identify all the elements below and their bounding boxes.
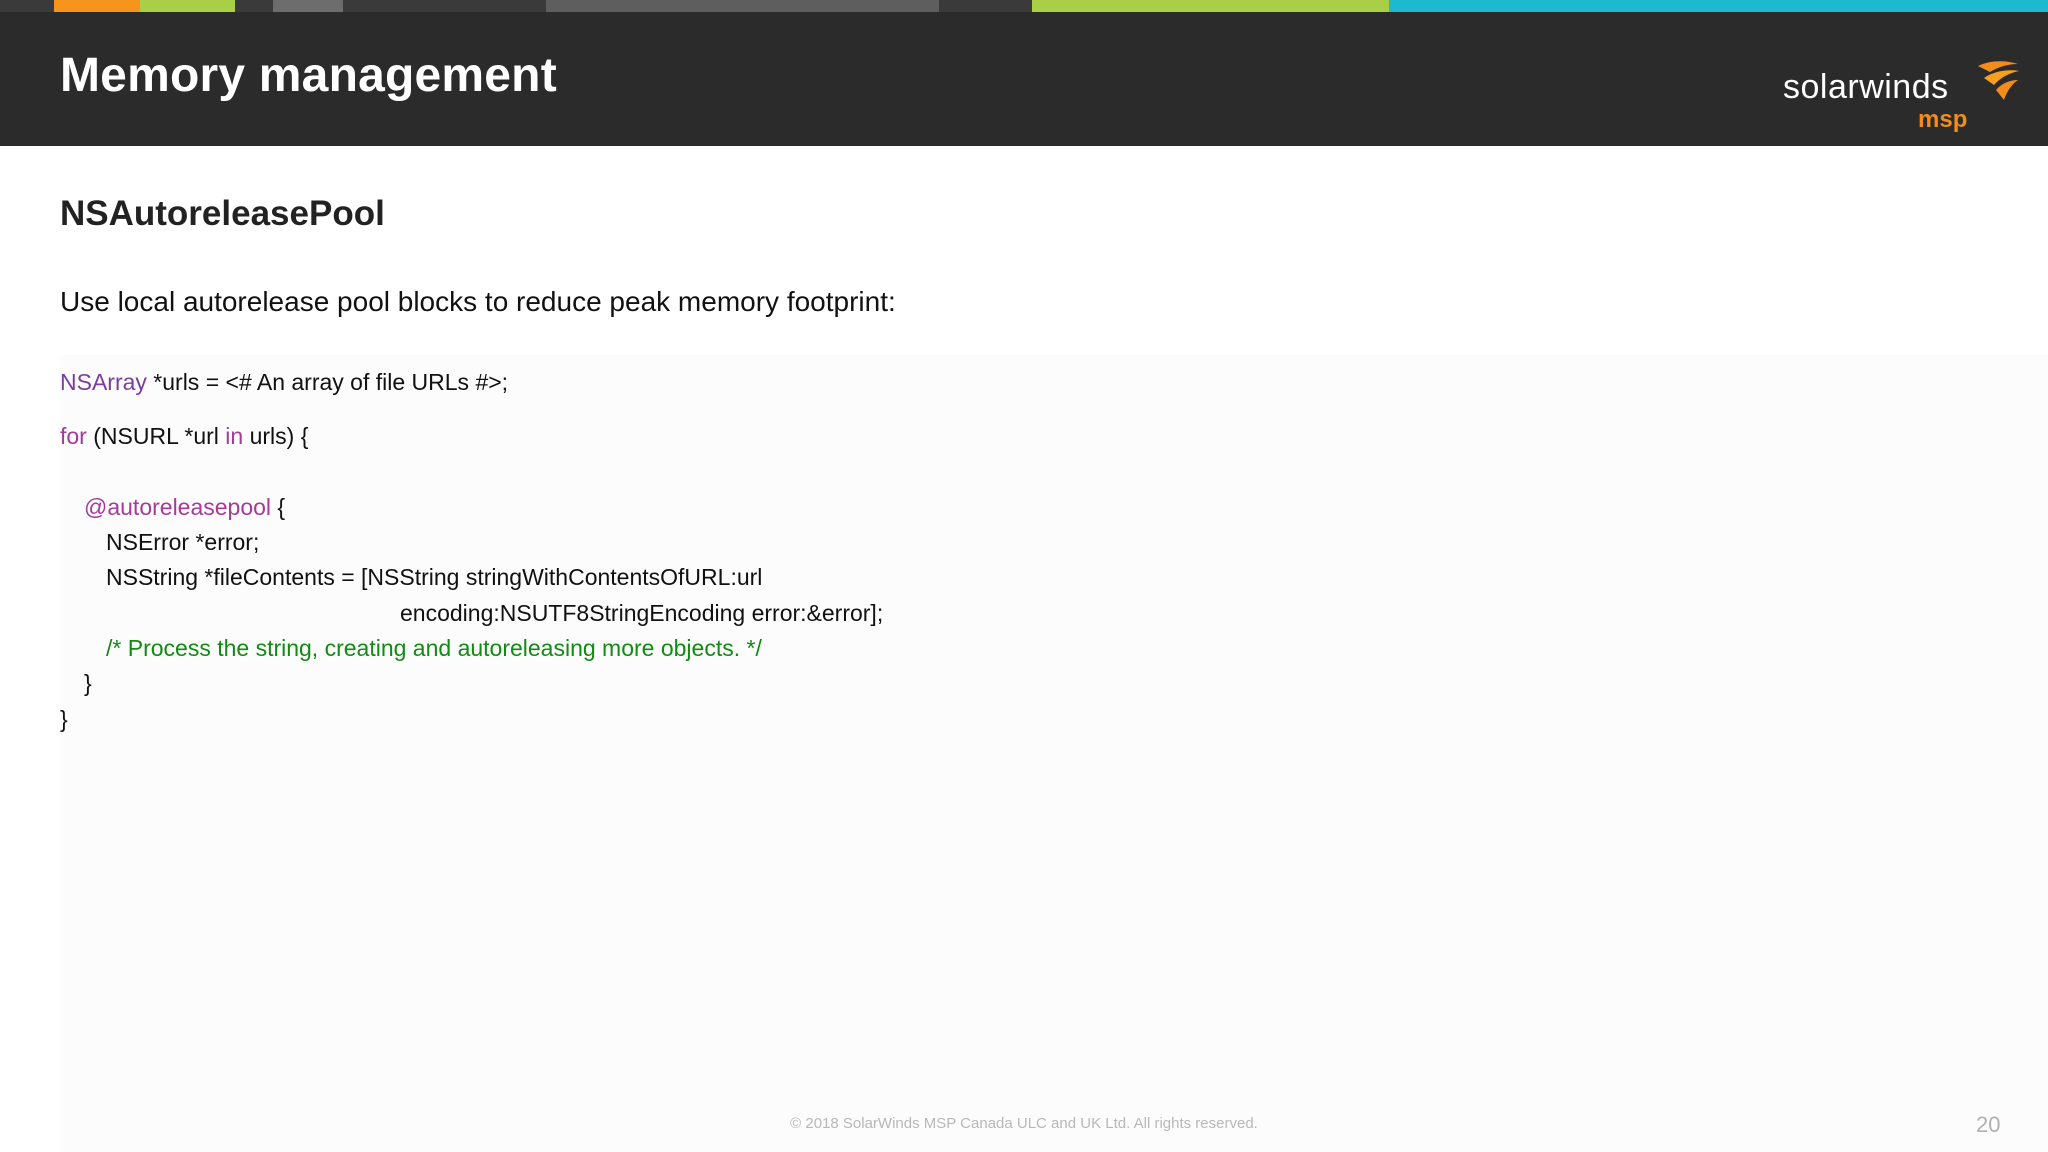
code-line-3 bbox=[84, 494, 285, 521]
color-strip bbox=[0, 0, 2048, 12]
flame-icon bbox=[1976, 54, 2020, 104]
code-line-4: NSError *error; bbox=[106, 529, 260, 555]
code-keyword: @autoreleasepool bbox=[84, 494, 272, 520]
code-text: { bbox=[271, 494, 286, 520]
code-line-2 bbox=[60, 423, 308, 450]
strip-seg bbox=[54, 0, 140, 12]
logo-word: solarwinds bbox=[1783, 68, 1949, 106]
code-line-9: } bbox=[60, 706, 68, 732]
header-bar bbox=[0, 12, 2048, 146]
slide-subtitle: NSAutoreleasePool bbox=[60, 194, 385, 233]
code-text: (NSURL *url bbox=[86, 423, 226, 449]
strip-seg bbox=[546, 0, 939, 12]
code-text: urls) { bbox=[243, 423, 309, 449]
intro-text: Use local autorelease pool blocks to reduce peak memory footprint: bbox=[60, 286, 896, 317]
code-line-5: NSString *fileContents = [NSString stringWithContentsOfURL:url bbox=[106, 564, 763, 590]
code-keyword: for bbox=[60, 423, 87, 449]
code-text: *urls = <# An array of file URLs #>; bbox=[146, 369, 509, 395]
solarwinds-logo bbox=[1780, 46, 2020, 136]
code-keyword: in bbox=[225, 423, 244, 449]
strip-seg bbox=[140, 0, 235, 12]
code-line-1 bbox=[60, 369, 508, 396]
strip-seg bbox=[0, 0, 54, 12]
strip-seg bbox=[1032, 0, 1389, 12]
code-line-8: } bbox=[84, 670, 92, 696]
strip-seg bbox=[343, 0, 546, 12]
code-comment: /* Process the string, creating and autoreleasing more objects. */ bbox=[106, 635, 762, 661]
copyright-footer: © 2018 SolarWinds MSP Canada ULC and UK Ltd. All rights reserved. bbox=[790, 1115, 1258, 1132]
slide-title: Memory management bbox=[60, 49, 557, 102]
strip-seg bbox=[1389, 0, 2048, 12]
logo-sub: msp bbox=[1918, 106, 1968, 133]
code-type: NSArray bbox=[60, 369, 147, 395]
code-line-6: encoding:NSUTF8StringEncoding error:&error]; bbox=[400, 600, 884, 626]
code-background bbox=[60, 355, 2048, 1152]
page-number: 20 bbox=[1976, 1112, 2001, 1137]
strip-seg bbox=[235, 0, 273, 12]
strip-seg bbox=[273, 0, 343, 12]
strip-seg bbox=[939, 0, 1032, 12]
